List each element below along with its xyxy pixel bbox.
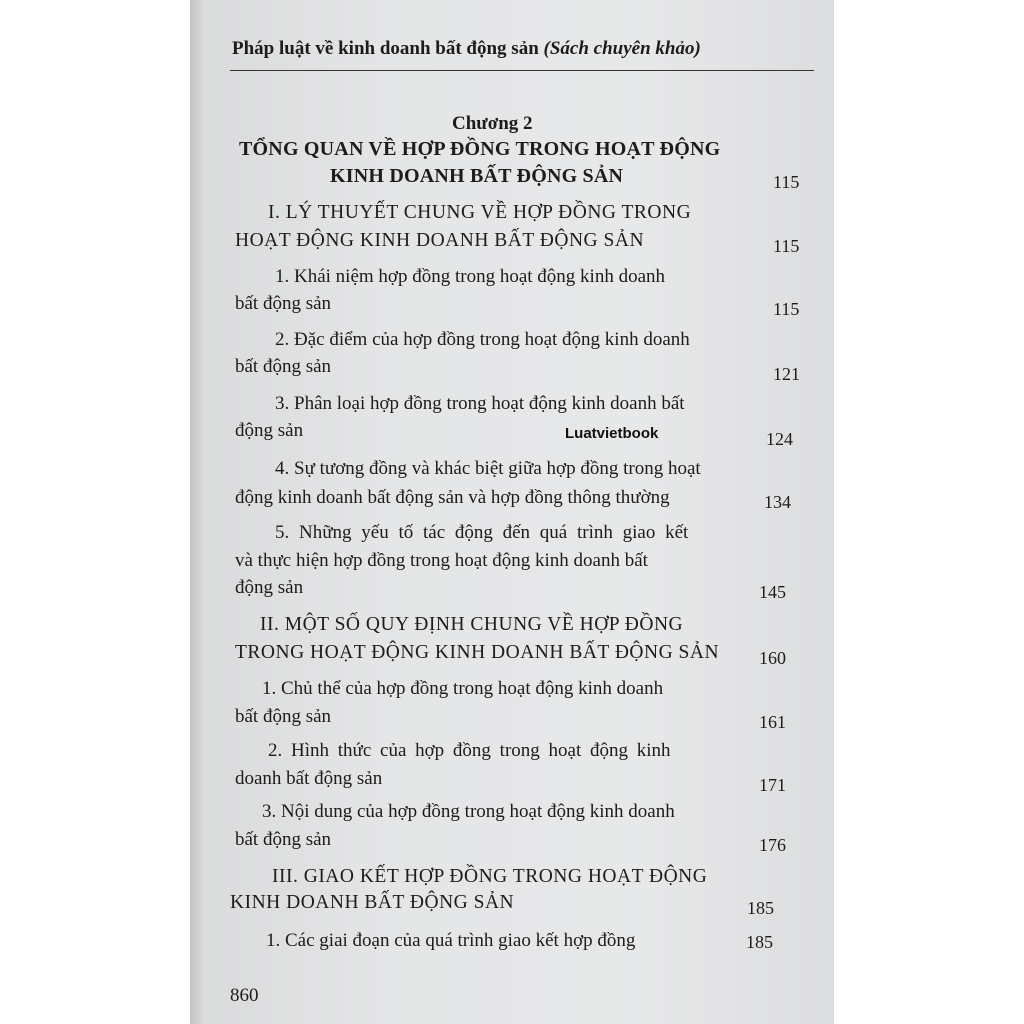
- item4-line1: 4. Sự tương đồng và khác biệt giữa hợp đồng trong hoạt: [275, 458, 701, 479]
- item2-page: 121: [773, 364, 800, 384]
- item1-page: 115: [773, 299, 800, 319]
- item5-page: 145: [759, 582, 786, 602]
- sec1-line1: I. LÝ THUYẾT CHUNG VỀ HỢP ĐỒNG TRONG: [268, 202, 692, 223]
- item-ii1-line2: bất động sản: [235, 706, 332, 727]
- sec1-line2: HOẠT ĐỘNG KINH DOANH BẤT ĐỘNG SẢN: [235, 230, 645, 251]
- running-header: [232, 38, 701, 60]
- item4-page: 134: [764, 492, 791, 512]
- item-ii2-page: 171: [759, 775, 786, 795]
- item1-line2: bất động sản: [235, 293, 332, 314]
- item-ii3-page: 176: [759, 835, 786, 855]
- item3-line2: động sản: [235, 420, 304, 441]
- item-ii2-line1: 2. Hình thức của hợp đồng trong hoạt động kinh: [268, 740, 671, 761]
- book-page: [190, 0, 834, 1024]
- page-number: 860: [230, 985, 259, 1006]
- item-iii1-line1: 1. Các giai đoạn của quá trình giao kết hợp đồng: [266, 930, 636, 951]
- sec2-line2: TRONG HOẠT ĐỘNG KINH DOANH BẤT ĐỘNG SẢN: [235, 642, 720, 663]
- chapter-title-line2: KINH DOANH BẤT ĐỘNG SẢN: [330, 165, 624, 187]
- item-ii1-line1: 1. Chủ thể của hợp đồng trong hoạt động kinh doanh: [262, 678, 664, 699]
- item-ii3-line1: 3. Nội dung của hợp đồng trong hoạt động kinh doanh: [262, 801, 675, 822]
- sec3-page: 185: [747, 898, 774, 918]
- item3-page: 124: [766, 429, 793, 449]
- item5-line3: động sản: [235, 577, 304, 598]
- item-ii2-line2: doanh bất động sản: [235, 768, 383, 789]
- sec2-line1: II. MỘT SỐ QUY ĐỊNH CHUNG VỀ HỢP ĐỒNG: [260, 614, 684, 635]
- sec1-page: 115: [773, 236, 800, 256]
- item2-line1: 2. Đặc điểm của hợp đồng trong hoạt động kinh doanh: [275, 329, 690, 350]
- sec3-line1: III. GIAO KẾT HỢP ĐỒNG TRONG HOẠT ĐỘNG: [272, 866, 708, 887]
- item1-line1: 1. Khái niệm hợp đồng trong hoạt động kinh doanh: [275, 266, 666, 287]
- item2-line2: bất động sản: [235, 356, 332, 377]
- sec3-line2: KINH DOANH BẤT ĐỘNG SẢN: [230, 892, 515, 913]
- header-title: Pháp luật về kinh doanh bất động sản: [232, 38, 539, 59]
- chapter-label: Chương 2: [452, 113, 533, 134]
- item-ii1-page: 161: [759, 712, 786, 732]
- watermark-text: Luatvietbook: [565, 425, 659, 442]
- item5-line1: 5. Những yếu tố tác động đến quá trình giao kết: [275, 522, 689, 543]
- header-subtitle: (Sách chuyên khảo): [543, 38, 701, 59]
- page-shadow: [190, 0, 204, 1024]
- item5-line2: và thực hiện hợp đồng trong hoạt động kinh doanh bất: [235, 550, 648, 571]
- chapter-title-line1: TỔNG QUAN VỀ HỢP ĐỒNG TRONG HOẠT ĐỘNG: [239, 138, 721, 160]
- item4-line2: động kinh doanh bất động sản và hợp đồng thông thường: [235, 487, 670, 508]
- item3-line1: 3. Phân loại hợp đồng trong hoạt động kinh doanh bất: [275, 393, 685, 414]
- header-rule: [230, 70, 814, 71]
- sec2-page: 160: [759, 648, 786, 668]
- item-ii3-line2: bất động sản: [235, 829, 332, 850]
- chapter-page: 115: [773, 172, 800, 192]
- item-iii1-page: 185: [746, 932, 773, 952]
